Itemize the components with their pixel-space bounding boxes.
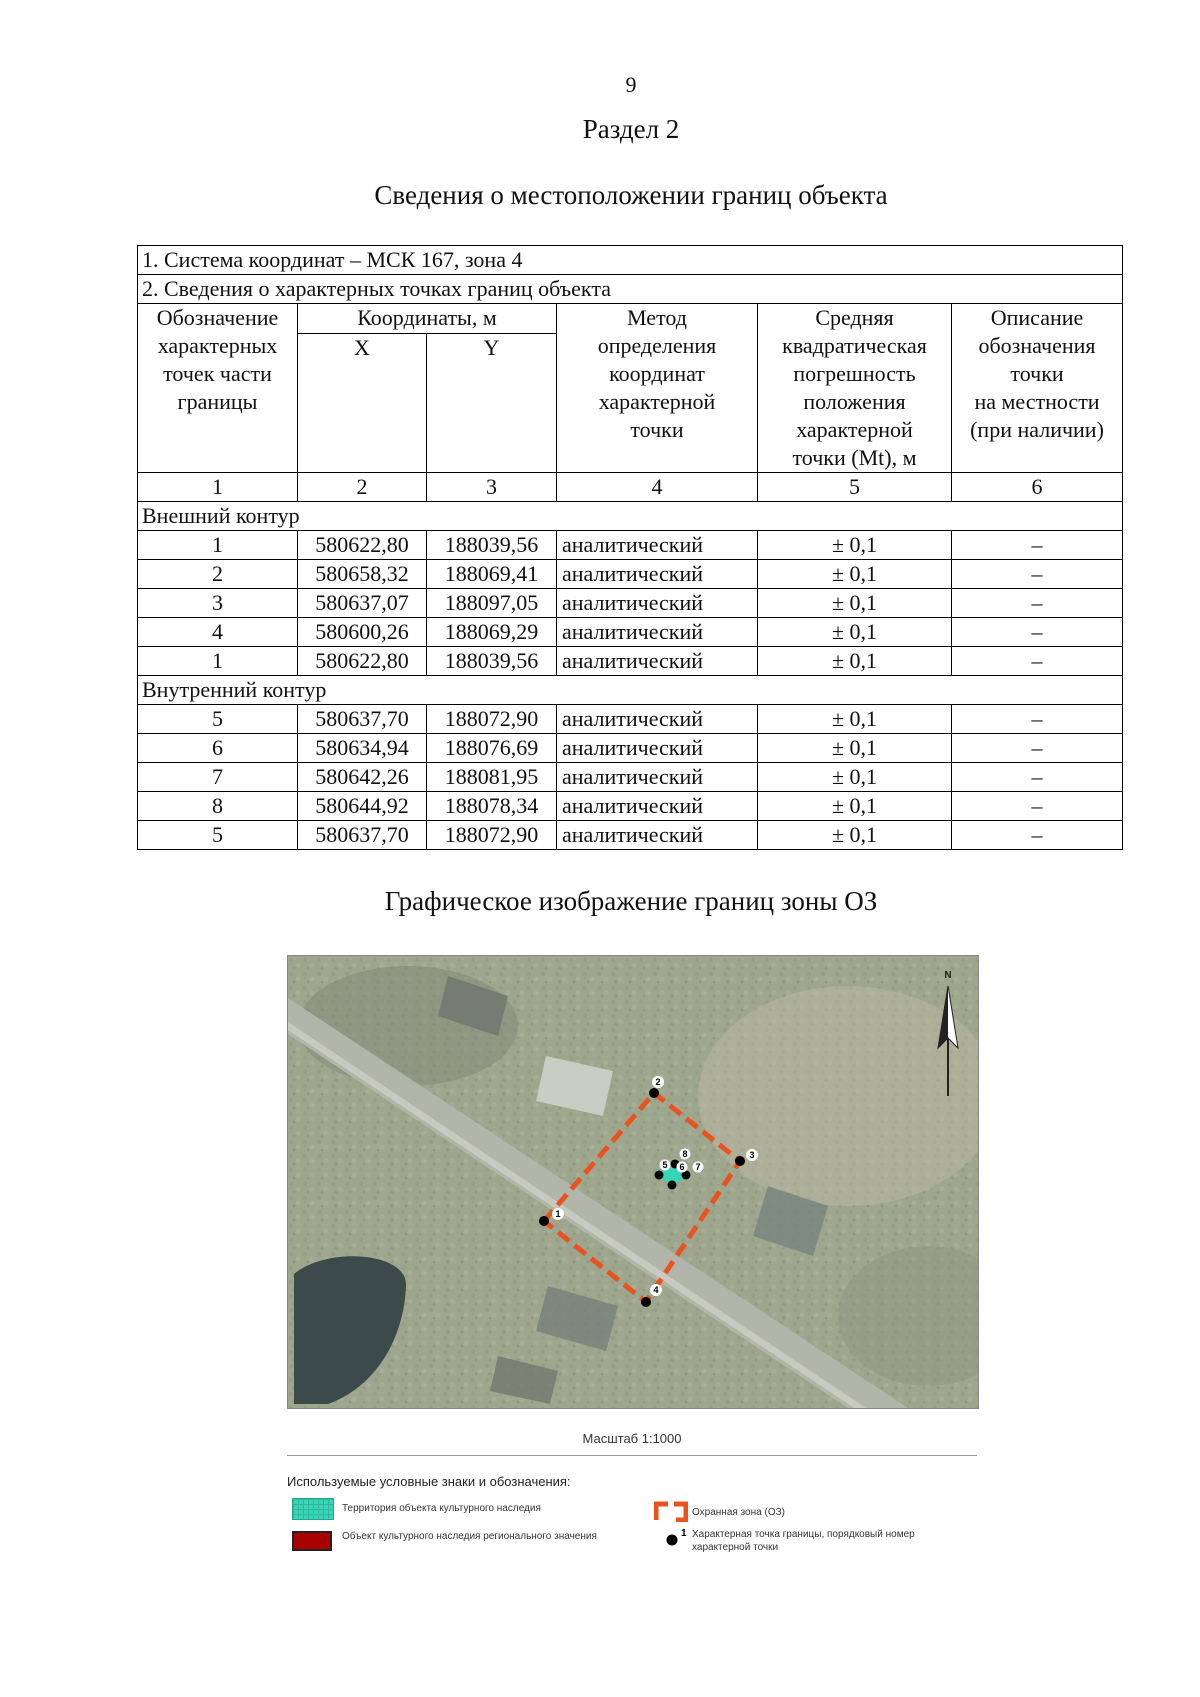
- coordinates-table: [137, 245, 1123, 850]
- point-marker: [655, 1171, 664, 1180]
- y-coordinate-cell: 188072,90: [427, 705, 557, 734]
- col-number: 1: [138, 473, 298, 502]
- col-number: 4: [557, 473, 758, 502]
- coordinate-system-row: 1. Система координат – МСК 167, зона 4: [138, 246, 1123, 275]
- page-number: 9: [625, 72, 637, 97]
- points-info-row: 2. Сведения о характерных точках границ объекта: [138, 275, 1123, 304]
- y-coordinate-cell: 188076,69: [427, 734, 557, 763]
- inner-contour-label: Внутренний контур: [138, 676, 1123, 705]
- point-label: 4: [653, 1285, 659, 1295]
- error-cell: ± 0,1: [758, 792, 952, 821]
- point-number-cell: 1: [138, 647, 298, 676]
- col-number: 2: [298, 473, 427, 502]
- legend-divider: [287, 1455, 977, 1456]
- point-marker: [735, 1156, 745, 1166]
- error-cell: ± 0,1: [758, 618, 952, 647]
- y-coordinate-cell: 188081,95: [427, 763, 557, 792]
- point-marker: [668, 1181, 677, 1190]
- point-number-cell: 1: [138, 531, 298, 560]
- document-heading: Сведения о местоположении границ объекта: [374, 180, 888, 210]
- error-cell: ± 0,1: [758, 734, 952, 763]
- point-marker: [641, 1297, 651, 1307]
- error-cell: ± 0,1: [758, 589, 952, 618]
- point-label: 7: [695, 1162, 701, 1172]
- legend-heritage-object: Объект культурного наследия регионального значения: [342, 1531, 597, 1542]
- error-cell: ± 0,1: [758, 560, 952, 589]
- x-coordinate-cell: 580644,92: [298, 792, 427, 821]
- table-row: [138, 763, 1123, 792]
- header-coordinates: Координаты, м: [298, 304, 557, 334]
- y-coordinate-cell: 188039,56: [427, 531, 557, 560]
- x-coordinate-cell: 580642,26: [298, 763, 427, 792]
- col-number: 3: [427, 473, 557, 502]
- y-coordinate-cell: 188072,90: [427, 821, 557, 850]
- point-label: 5: [662, 1160, 668, 1170]
- table-row: [138, 531, 1123, 560]
- x-coordinate-cell: 580637,70: [298, 705, 427, 734]
- map-title: Графическое изображение границ зоны ОЗ: [384, 886, 878, 916]
- satellite-map-image: [288, 956, 978, 1408]
- method-cell: аналитический: [557, 763, 758, 792]
- error-cell: ± 0,1: [758, 647, 952, 676]
- error-cell: ± 0,1: [758, 821, 952, 850]
- x-coordinate-cell: 580622,80: [298, 647, 427, 676]
- x-coordinate-cell: 580637,07: [298, 589, 427, 618]
- table-row: [138, 560, 1123, 589]
- description-cell: –: [952, 705, 1123, 734]
- method-cell: аналитический: [557, 560, 758, 589]
- section-title: Раздел 2: [582, 114, 680, 144]
- method-cell: аналитический: [557, 647, 758, 676]
- point-number-cell: 5: [138, 821, 298, 850]
- header-description: Описание обозначения точки на местности (при наличии): [952, 304, 1123, 473]
- error-cell: ± 0,1: [758, 763, 952, 792]
- point-number-cell: 7: [138, 763, 298, 792]
- description-cell: –: [952, 618, 1123, 647]
- y-coordinate-cell: 188069,29: [427, 618, 557, 647]
- point-label: 1: [555, 1209, 561, 1219]
- col-number: 6: [952, 473, 1123, 502]
- method-cell: аналитический: [557, 618, 758, 647]
- point-label: 2: [655, 1077, 661, 1087]
- description-cell: –: [952, 763, 1123, 792]
- boundary-map: [287, 955, 979, 1409]
- table-row: [138, 734, 1123, 763]
- error-cell: ± 0,1: [758, 531, 952, 560]
- header-error: Средняя квадратическая погрешность положения характерной точки (Mt), м: [758, 304, 952, 473]
- method-cell: аналитический: [557, 734, 758, 763]
- header-y: Y: [427, 334, 557, 473]
- point-number-cell: 5: [138, 705, 298, 734]
- y-coordinate-cell: 188078,34: [427, 792, 557, 821]
- map-scale: Масштаб 1:1000: [582, 1431, 682, 1446]
- method-cell: аналитический: [557, 531, 758, 560]
- outer-contour-label: Внешний контур: [138, 502, 1123, 531]
- point-marker: [539, 1216, 549, 1226]
- description-cell: –: [952, 821, 1123, 850]
- point-number-cell: 6: [138, 734, 298, 763]
- description-cell: –: [952, 531, 1123, 560]
- method-cell: аналитический: [557, 589, 758, 618]
- description-cell: –: [952, 792, 1123, 821]
- point-number-cell: 3: [138, 589, 298, 618]
- table-row: [138, 821, 1123, 850]
- description-cell: –: [952, 734, 1123, 763]
- x-coordinate-cell: 580600,26: [298, 618, 427, 647]
- inner-contour-rows: [138, 705, 1123, 850]
- x-coordinate-cell: 580658,32: [298, 560, 427, 589]
- header-x: X: [298, 334, 427, 473]
- description-cell: –: [952, 560, 1123, 589]
- method-cell: аналитический: [557, 821, 758, 850]
- method-cell: аналитический: [557, 705, 758, 734]
- col-number: 5: [758, 473, 952, 502]
- x-coordinate-cell: 580637,70: [298, 821, 427, 850]
- point-label: 8: [682, 1149, 688, 1159]
- point-marker: [649, 1088, 659, 1098]
- y-coordinate-cell: 188039,56: [427, 647, 557, 676]
- legend-heading: Используемые условные знаки и обозначения:: [287, 1474, 571, 1489]
- legend-heritage-territory: Территория объекта культурного наследия: [342, 1503, 541, 1514]
- point-number-cell: 2: [138, 560, 298, 589]
- north-label: N: [944, 970, 952, 981]
- description-cell: –: [952, 589, 1123, 618]
- description-cell: –: [952, 647, 1123, 676]
- header-point-designation: Обозначение характерных точек части границы: [138, 304, 298, 473]
- table-row: [138, 705, 1123, 734]
- x-coordinate-cell: 580634,94: [298, 734, 427, 763]
- protection-zone-icon: [654, 1500, 688, 1522]
- outer-contour-rows: [138, 531, 1123, 676]
- legend-characteristic-point: Характерная точка границы, порядковый номер характерной точки: [692, 1529, 915, 1553]
- table-row: [138, 589, 1123, 618]
- header-method: Метод определения координат характерной точки: [557, 304, 758, 473]
- point-number-cell: 4: [138, 618, 298, 647]
- point-label: 3: [749, 1150, 755, 1160]
- characteristic-point-icon: [664, 1526, 694, 1550]
- point-number-cell: 8: [138, 792, 298, 821]
- method-cell: аналитический: [557, 792, 758, 821]
- y-coordinate-cell: 188097,05: [427, 589, 557, 618]
- legend-point-number: 1: [681, 1528, 687, 1539]
- heritage-territory-swatch: [292, 1498, 334, 1520]
- heritage-object-swatch: [292, 1531, 332, 1551]
- y-coordinate-cell: 188069,41: [427, 560, 557, 589]
- table-row: [138, 618, 1123, 647]
- point-label: 6: [679, 1162, 685, 1172]
- error-cell: ± 0,1: [758, 705, 952, 734]
- x-coordinate-cell: 580622,80: [298, 531, 427, 560]
- table-row: [138, 792, 1123, 821]
- legend-protection-zone: Охранная зона (ОЗ): [692, 1507, 785, 1518]
- table-row: [138, 647, 1123, 676]
